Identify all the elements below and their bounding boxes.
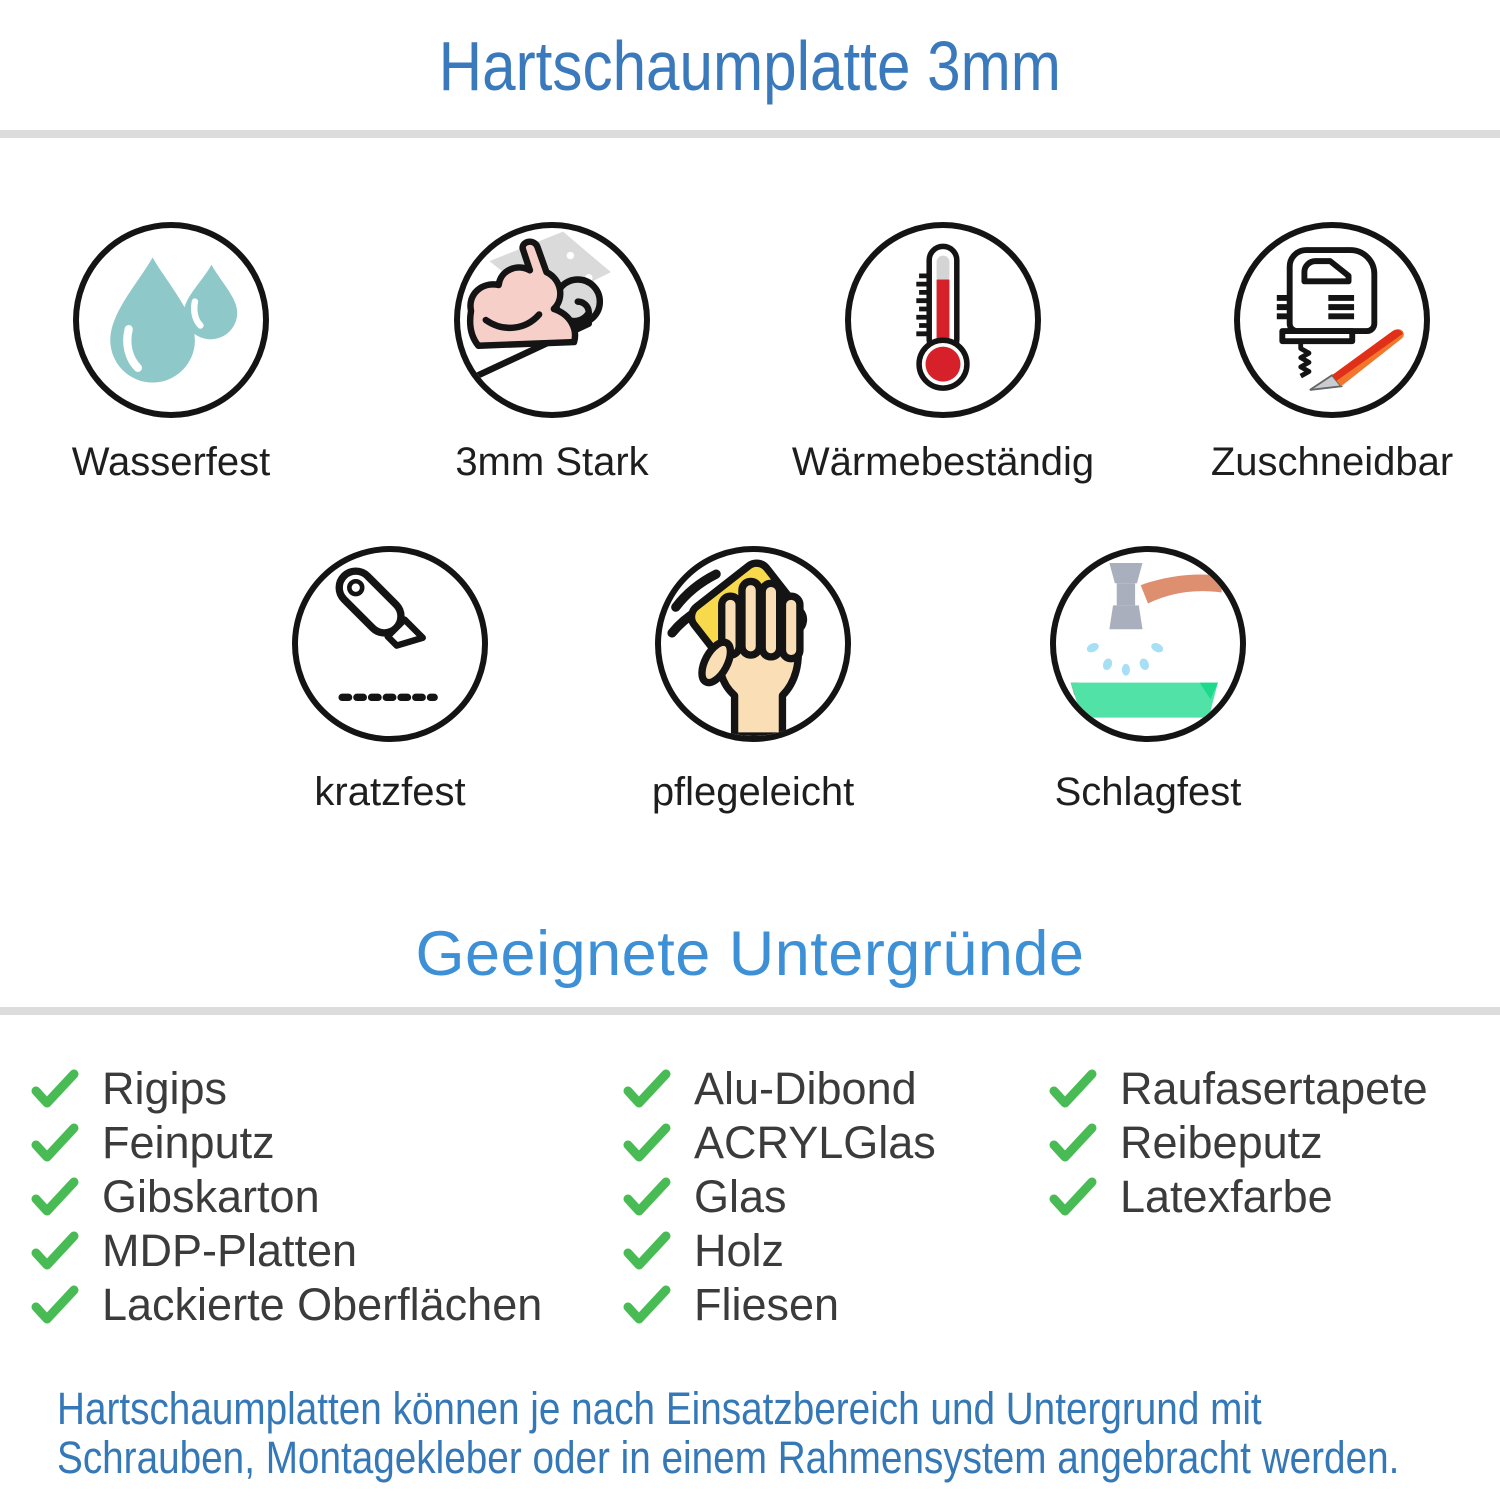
check-icon xyxy=(622,1177,672,1217)
check-icon xyxy=(30,1123,80,1163)
list-item: ACRYLGlas xyxy=(622,1116,936,1170)
list-item: Holz xyxy=(622,1224,936,1278)
feature-schlagfest xyxy=(978,546,1318,815)
utility-knife-icon xyxy=(292,546,488,742)
feature-label: Wasserfest xyxy=(71,440,271,484)
list-item: Glas xyxy=(622,1170,936,1224)
check-icon xyxy=(30,1231,80,1271)
divider-top xyxy=(0,130,1500,138)
substrates-title: Geeignete Untergründe xyxy=(415,919,1085,989)
substrates-column-3 xyxy=(1048,1062,1428,1224)
list-item: Gibskarton xyxy=(30,1170,542,1224)
feature-3mm-stark xyxy=(382,222,722,485)
list-item: Rigips xyxy=(30,1062,542,1116)
check-icon xyxy=(622,1069,672,1109)
check-icon xyxy=(622,1123,672,1163)
feature-label: 3mm Stark xyxy=(455,440,649,484)
list-item: Fliesen xyxy=(622,1278,936,1332)
check-icon xyxy=(30,1069,80,1109)
list-item: Latexfarbe xyxy=(1048,1170,1428,1224)
divider-bottom xyxy=(0,1007,1500,1015)
substrates-column-2 xyxy=(622,1062,936,1332)
check-icon xyxy=(1048,1069,1098,1109)
list-item: Lackierte Oberflächen xyxy=(30,1278,542,1332)
page-title: Hartschaumplatte 3mm xyxy=(438,27,1062,105)
water-drops-icon xyxy=(73,222,269,418)
check-icon xyxy=(1048,1123,1098,1163)
feature-wasserfest xyxy=(1,222,341,485)
feature-zuschneidbar xyxy=(1162,222,1500,485)
list-item: MDP-Platten xyxy=(30,1224,542,1278)
feature-waermebestaendig xyxy=(773,222,1113,485)
feature-label: pflegeleicht xyxy=(651,770,855,814)
cleaning-hand-icon xyxy=(655,546,851,742)
feature-label: Zuschneidbar xyxy=(1210,440,1454,484)
list-item: Raufasertapete xyxy=(1048,1062,1428,1116)
check-icon xyxy=(622,1285,672,1325)
check-icon xyxy=(1048,1177,1098,1217)
feature-label: kratzfest xyxy=(314,770,466,814)
mounting-note xyxy=(57,1384,1500,1482)
list-item: Feinputz xyxy=(30,1116,542,1170)
feature-label: Wärmebeständig xyxy=(791,440,1095,484)
hammer-icon xyxy=(1050,546,1246,742)
check-icon xyxy=(30,1177,80,1217)
check-icon xyxy=(30,1285,80,1325)
list-item: Alu-Dibond xyxy=(622,1062,936,1116)
check-icon xyxy=(622,1231,672,1271)
thermometer-icon xyxy=(845,222,1041,418)
feature-label: Schlagfest xyxy=(1054,770,1242,814)
substrates-column-1 xyxy=(30,1062,542,1332)
mounting-note-line2: Schrauben, Montagekleber oder in einem Rahmensystem angebracht werden. xyxy=(57,1432,1400,1483)
mounting-note-line1: Hartschaumplatten können je nach Einsatzbereich und Untergrund mit xyxy=(57,1383,1262,1434)
list-item: Reibeputz xyxy=(1048,1116,1428,1170)
feature-pflegeleicht xyxy=(583,546,923,815)
feature-kratzfest xyxy=(220,546,560,815)
muscle-roll-icon xyxy=(454,222,650,418)
jigsaw-knife-icon xyxy=(1234,222,1430,418)
